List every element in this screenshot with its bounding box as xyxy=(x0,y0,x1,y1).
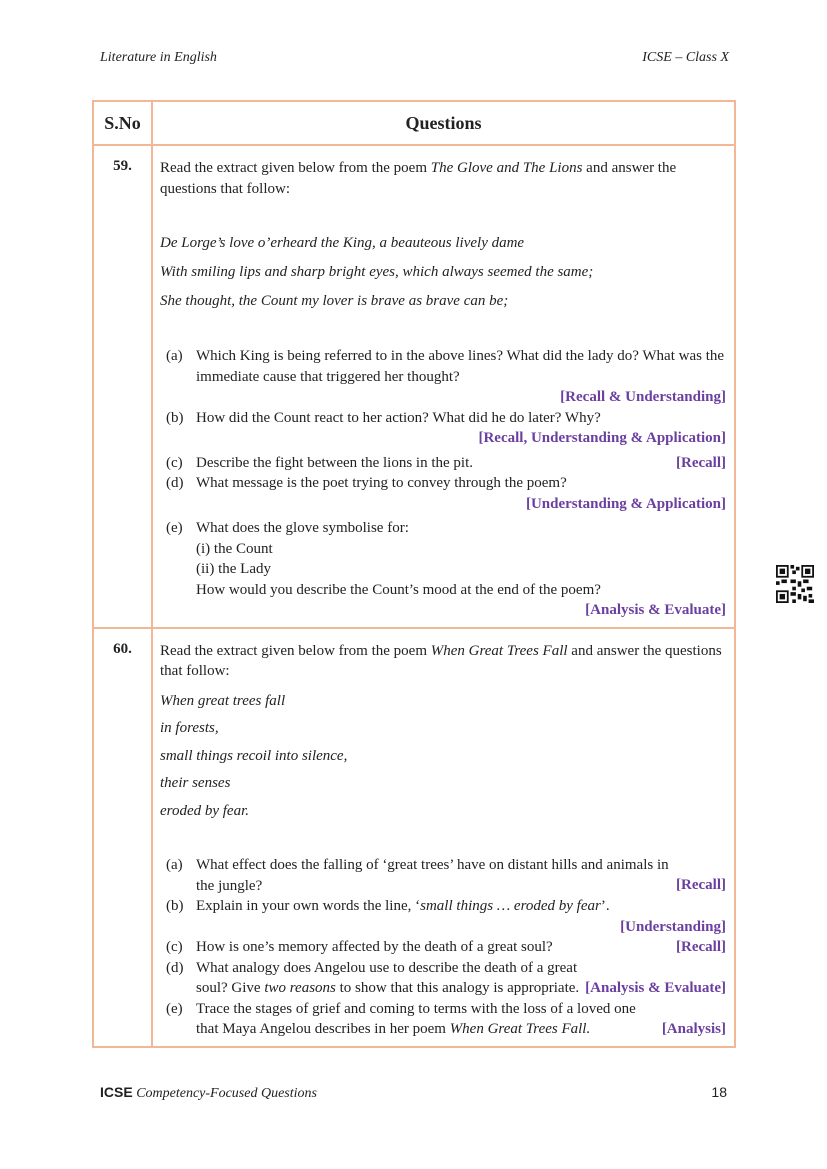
sub-question-a xyxy=(160,346,726,408)
intro-text: and answer the questions that follow: xyxy=(160,642,722,679)
poem-line: With smiling lips and sharp bright eyes, which always seemed the same; xyxy=(160,264,594,280)
sub-label: (c) xyxy=(166,454,183,471)
poem-line: When great trees fall xyxy=(160,692,286,709)
skill-tag: [Understanding] xyxy=(620,918,726,935)
sub-label: (e) xyxy=(166,1000,183,1017)
poem-title: When Great Trees Fall. xyxy=(449,1021,591,1037)
question-number: 59. xyxy=(93,145,152,628)
sub-text: How did the Count react to her action? What did he do later? Why? xyxy=(196,409,601,426)
sub-questions xyxy=(160,855,726,1040)
sub-label: (c) xyxy=(166,939,183,955)
sub-question-e xyxy=(160,518,726,621)
sub-question-a xyxy=(160,855,726,896)
poem-line: eroded by fear. xyxy=(160,802,250,819)
quoted-line: small things … eroded by fear xyxy=(420,898,601,914)
skill-tag: [Recall, Understanding & Application] xyxy=(478,430,726,446)
column-header-sno: S.No xyxy=(93,101,152,145)
header-class: ICSE – Class X xyxy=(642,50,729,65)
sub-question-e xyxy=(160,999,726,1040)
sub-text: ’. xyxy=(600,898,610,914)
intro-text: Read the extract given below from the poem xyxy=(160,160,431,176)
question-body xyxy=(152,145,735,628)
sub-text: to show that this analogy is appropriate. xyxy=(335,980,580,996)
sub-item: (i) the Count xyxy=(196,540,273,557)
sub-question-b xyxy=(160,896,726,937)
sub-label: (e) xyxy=(166,520,183,536)
sub-label: (d) xyxy=(166,475,184,491)
skill-tag: [Analysis & Evaluate] xyxy=(585,979,726,996)
sub-text: What message is the poet trying to convey through the poem? xyxy=(196,475,567,491)
skill-tag: [Analysis & Evaluate] xyxy=(585,602,726,618)
poem-extract xyxy=(160,688,726,826)
sub-label: (a) xyxy=(166,348,183,364)
sub-label: (a) xyxy=(166,857,183,873)
question-body xyxy=(152,628,735,1047)
sub-text: How would you describe the Count’s mood at the end of the poem? xyxy=(196,581,601,598)
sub-question-c xyxy=(160,453,726,474)
sub-text: What effect does the falling of ‘great trees’ have on distant hills and animals in the jungle? xyxy=(196,857,669,894)
sub-text: Which King is being referred to in the above lines? What did the lady do? What was the immediate cause that triggered her thought? xyxy=(196,348,725,385)
sub-label: (d) xyxy=(166,959,184,976)
column-header-questions: Questions xyxy=(152,101,735,145)
sub-text: Explain in your own words the line, ‘ xyxy=(196,898,421,914)
question-intro xyxy=(160,158,726,199)
poem-title: The Glove and The Lions xyxy=(430,160,583,176)
skill-tag: [Recall & Understanding] xyxy=(560,389,726,405)
emphasis: two reasons xyxy=(264,980,336,996)
footer-subtitle: Competency-Focused Questions xyxy=(132,1086,317,1101)
footer-board: ICSE xyxy=(100,1084,133,1100)
skill-tag: [Understanding & Application] xyxy=(525,495,726,512)
sub-label: (b) xyxy=(166,409,184,426)
poem-line: small things recoil into silence, xyxy=(160,747,348,764)
skill-tag: [Analysis] xyxy=(661,1020,726,1037)
poem-line: in forests, xyxy=(160,720,219,736)
sub-questions xyxy=(160,346,726,621)
intro-text: and answer the questions that follow: xyxy=(160,160,677,197)
poem-line: their senses xyxy=(160,775,231,791)
sub-question-c xyxy=(160,937,726,958)
header-subject: Literature in English xyxy=(100,50,217,65)
sub-text: What analogy does Angelou use to describe the death of a great soul? Give xyxy=(196,959,578,996)
sub-text: What does the glove symbolise for: xyxy=(196,520,409,536)
sub-question-b xyxy=(160,408,726,449)
skill-tag: [Recall] xyxy=(676,939,726,955)
sub-question-d xyxy=(160,958,726,999)
question-intro xyxy=(160,641,726,682)
poem-extract xyxy=(160,229,726,316)
questions-table xyxy=(92,100,736,1048)
qr-code-icon[interactable] xyxy=(776,565,814,603)
page-number: 18 xyxy=(711,1084,727,1100)
sub-item: (ii) the Lady xyxy=(196,561,271,577)
question-row-59 xyxy=(93,145,735,628)
question-number: 60. xyxy=(93,628,152,1047)
footer-title xyxy=(100,1084,317,1102)
intro-text: Read the extract given below from the poem xyxy=(160,642,431,659)
sub-label: (b) xyxy=(166,898,184,914)
skill-tag: [Recall] xyxy=(676,454,726,471)
sub-text: Describe the fight between the lions in the pit. xyxy=(196,454,474,471)
question-row-60 xyxy=(93,628,735,1047)
sub-text: How is one’s memory affected by the death of a great soul? xyxy=(196,939,553,955)
sub-text: Trace the stages of grief and coming to terms with the loss of a loved one that Maya Angelou describes in her poem xyxy=(196,1000,636,1037)
poem-title: When Great Trees Fall xyxy=(430,642,568,659)
skill-tag: [Recall] xyxy=(676,877,726,893)
poem-line: De Lorge’s love o’erheard the King, a beauteous lively dame xyxy=(160,235,525,251)
sub-question-d xyxy=(160,473,726,514)
poem-line: She thought, the Count my lover is brave as brave can be; xyxy=(160,293,509,309)
